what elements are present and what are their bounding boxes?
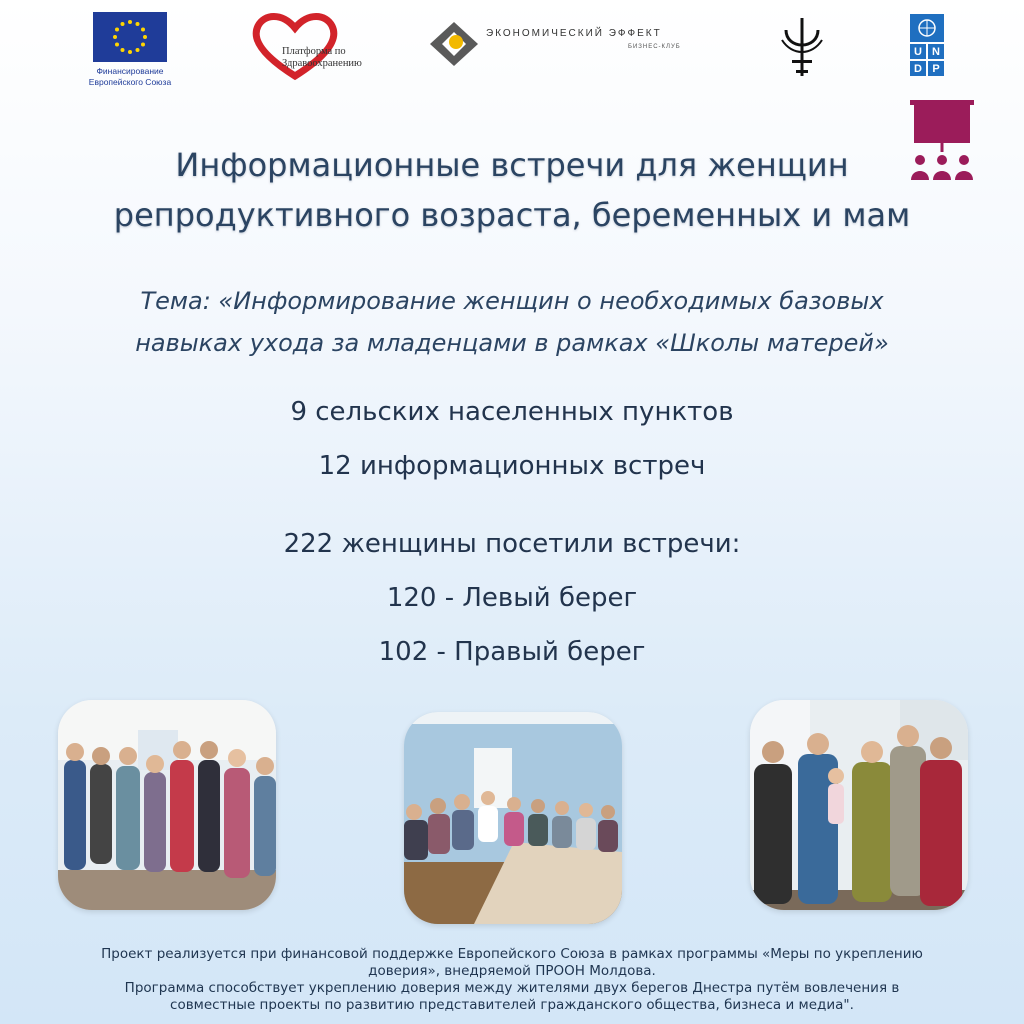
undp-logo	[910, 14, 944, 76]
stat-meetings: 12 информационных встреч	[318, 451, 706, 481]
health-platform-logo	[250, 10, 380, 82]
emblem-logo	[778, 16, 826, 78]
economic-effect-subtitle: БИЗНЕС-КЛУБ	[628, 44, 681, 50]
economic-effect-logo	[428, 20, 708, 68]
undp-letters: U N D P	[910, 44, 944, 76]
photo-group-left	[58, 700, 276, 910]
health-platform-label: Платформа по Здравоохранению	[282, 46, 362, 69]
stat-right-bank: 102 - Правый берег	[378, 637, 646, 667]
economic-effect-icon	[428, 20, 480, 68]
eu-caption: Финансирование Европейского Союза	[88, 66, 172, 87]
stat-left-bank: 120 - Левый берег	[386, 583, 638, 613]
un-emblem-icon	[910, 14, 944, 42]
photo-group-right	[750, 700, 968, 910]
theme-text: Тема: «Информирование женщин о необходимых базовых навыках ухода за младенцами в рамках «Школы матерей»	[135, 287, 889, 357]
emblem-icon	[778, 16, 826, 78]
footer-text: Проект реализуется при финансовой поддержке Европейского Союза в рамках программы «Меры по укреплению доверия», внедряемой ПРООН Молдова. Программа способствует укреплению доверия между жителями двух берегов Днестра путём вовлечения в совместные проекты по развитию представителей гражданского общества, бизнеса и медиа".	[101, 946, 923, 1013]
eu-flag-icon	[93, 12, 167, 62]
economic-effect-title: ЭКОНОМИЧЕСКИЙ ЭФФЕКТ	[486, 28, 662, 39]
page-title: Информационные встречи для женщин репродуктивного возраста, беременных и мам	[113, 146, 911, 234]
stat-attended: 222 женщины посетили встречи:	[283, 529, 741, 559]
eu-logo	[80, 12, 180, 88]
photo-meeting-center	[404, 712, 622, 924]
stat-villages: 9 сельских населенных пунктов	[290, 397, 734, 427]
